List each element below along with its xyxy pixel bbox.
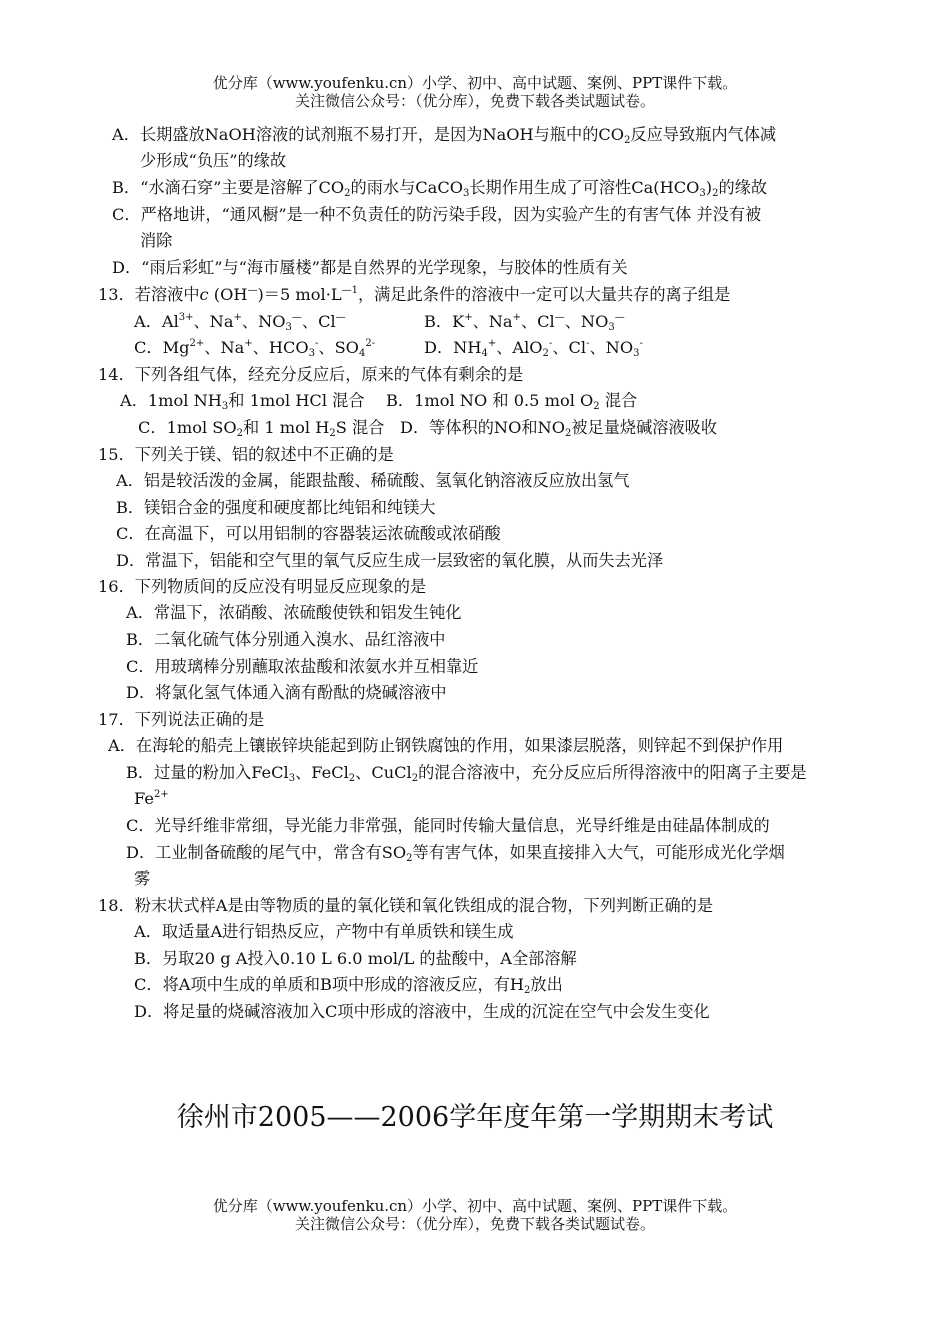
q15-option-b: B．镁铝合金的强度和硬度都比纯铝和纯镁大 [116,498,436,517]
q15-option-d: D．常温下，铝能和空气里的氧气反应生成一层致密的氧化膜，从而失去光泽 [116,551,664,570]
q14-option-a: A．1mol $NH_3$和 1mol HCl 混合 [120,391,365,412]
q12-option-a-line2: 少形成“负压”的缘故 [140,151,287,170]
q12-option-c-line1: C．严格地讲，“通风橱”是一种不负责任的防污染手段，因为实验产生的有害气体 并没有被 [112,205,762,224]
q12-option-a-line1: A．长期盛放NaOH溶液的试剂瓶不易打开，是因为NaOH与瓶中的$CO_2$反应导致瓶内气体减 [112,125,777,146]
q18-option-c: C．将A项中生成的单质和B项中形成的溶液反应，有$H_2$放出 [134,975,563,996]
q12-option-d: D．“雨后彩虹”与“海市蜃楼”都是自然界的光学现象，与胶体的性质有关 [112,258,628,277]
q12-option-b: B．“水滴石穿”主要是溶解了$CO_2$的雨水与CaCO$_3$长期作用生成了可溶性$Ca(HCO_3)_2$的缘故 [112,178,768,199]
q16-option-a: A．常温下，浓硝酸、浓硫酸使铁和铝发生钝化 [126,603,462,622]
q17-option-b-line2: $Fe^{2+}$ [134,789,169,808]
q14-option-b: B．1mol NO 和 0.5 mol $O_2$ 混合 [386,391,638,412]
q16-option-d: D．将氯化氢气体通入滴有酚酞的烧碱溶液中 [126,683,447,702]
q18-option-d: D．将足量的烧碱溶液加入C项中形成的溶液中，生成的沉淀在空气中会发生变化 [134,1002,710,1021]
q15-option-c: C．在高温下，可以用铝制的容器装运浓硫酸或浓硝酸 [116,524,501,543]
q17-stem: 17．下列说法正确的是 [98,710,265,729]
q16-option-b: B．二氧化硫气体分别通入溴水、品红溶液中 [126,630,446,649]
q17-option-d-line2: 雾 [134,869,151,888]
q17-option-d-line1: D．工业制备硫酸的尾气中，常含有$SO_2$等有害气体，如果直接排入大气，可能形成光化学烟 [126,843,785,864]
exam-title: 徐州市2005——2006学年度年第一学期期末考试 [176,1102,774,1133]
q13-option-a: A．$Al^{3+}$、Na+、$NO_3^—$、Cl— [134,312,346,333]
q16-stem: 16．下列物质间的反应没有明显反应现象的是 [98,577,427,596]
q14-option-d: D．等体积的NO和$NO_2$被足量烧碱溶液吸收 [400,418,718,439]
q17-option-a: A．在海轮的船壳上镶嵌锌块能起到防止钢铁腐蚀的作用，如果漆层脱落，则锌起不到保护作用 [108,736,784,755]
q15-option-a: A．铝是较活泼的金属，能跟盐酸、稀硫酸、氢氧化钠溶液反应放出氢气 [116,471,630,490]
q18-stem: 18．粉末状式样A是由等物质的量的氧化镁和氧化铁组成的混合物，下列判断正确的是 [98,896,714,915]
q15-stem: 15．下列关于镁、铝的叙述中不正确的是 [98,445,394,464]
footer-line-1: 优分库（www.youfenku.cn）小学、初中、高中试题、案例、PPT课件下载。 [212,1197,738,1215]
q18-option-a: A．取适量A进行铝热反应，产物中有单质铁和镁生成 [134,922,514,941]
q17-option-c: C．光导纤维非常细，导光能力非常强，能同时传输大量信息，光导纤维是由硅晶体制成的 [126,816,770,835]
q13-stem: 13．若溶液中c (OH—)＝5 $mol\cdot L^{—1}$，满足此条件的溶液中一定可以大量共存的离子组是 [98,285,731,304]
footer-line-2: 关注微信公众号：（优分库），免费下载各类试题试卷。 [294,1215,655,1233]
q14-stem: 14．下列各组气体，经充分反应后，原来的气体有剩余的是 [98,365,524,384]
q18-option-b: B．另取20 g A投入0.10 L 6.0 mol/L 的盐酸中，A全部溶解 [134,949,577,968]
q13-option-d: D．$NH_4^+$、AlO$_2$-、Cl-、$NO_3^-$ [424,338,643,359]
header-line-1: 优分库（www.youfenku.cn）小学、初中、高中试题、案例、PPT课件下载。 [212,74,738,92]
q14-option-c: C．1mol $SO_2$和 1 mol $H_2S$ 混合 [138,418,385,439]
header-line-2: 关注微信公众号：（优分库），免费下载各类试题试卷。 [294,92,655,110]
q13-option-c: C．$Mg^{2+}$、Na+、$HCO_3^-$、$SO_4^{2-}$ [134,338,376,359]
q13-option-b: B．K+、Na+、Cl—、$NO_3^—$ [424,312,625,333]
q12-option-c-line2: 消除 [140,231,173,250]
q17-option-b-line1: B．过量的粉加入FeCl$_3$、FeCl$_2$、CuCl$_2$的混合溶液中，充分反应后所得溶液中的阳离子主要是 [126,763,807,784]
q16-option-c: C．用玻璃棒分别蘸取浓盐酸和浓氨水并互相靠近 [126,657,479,676]
